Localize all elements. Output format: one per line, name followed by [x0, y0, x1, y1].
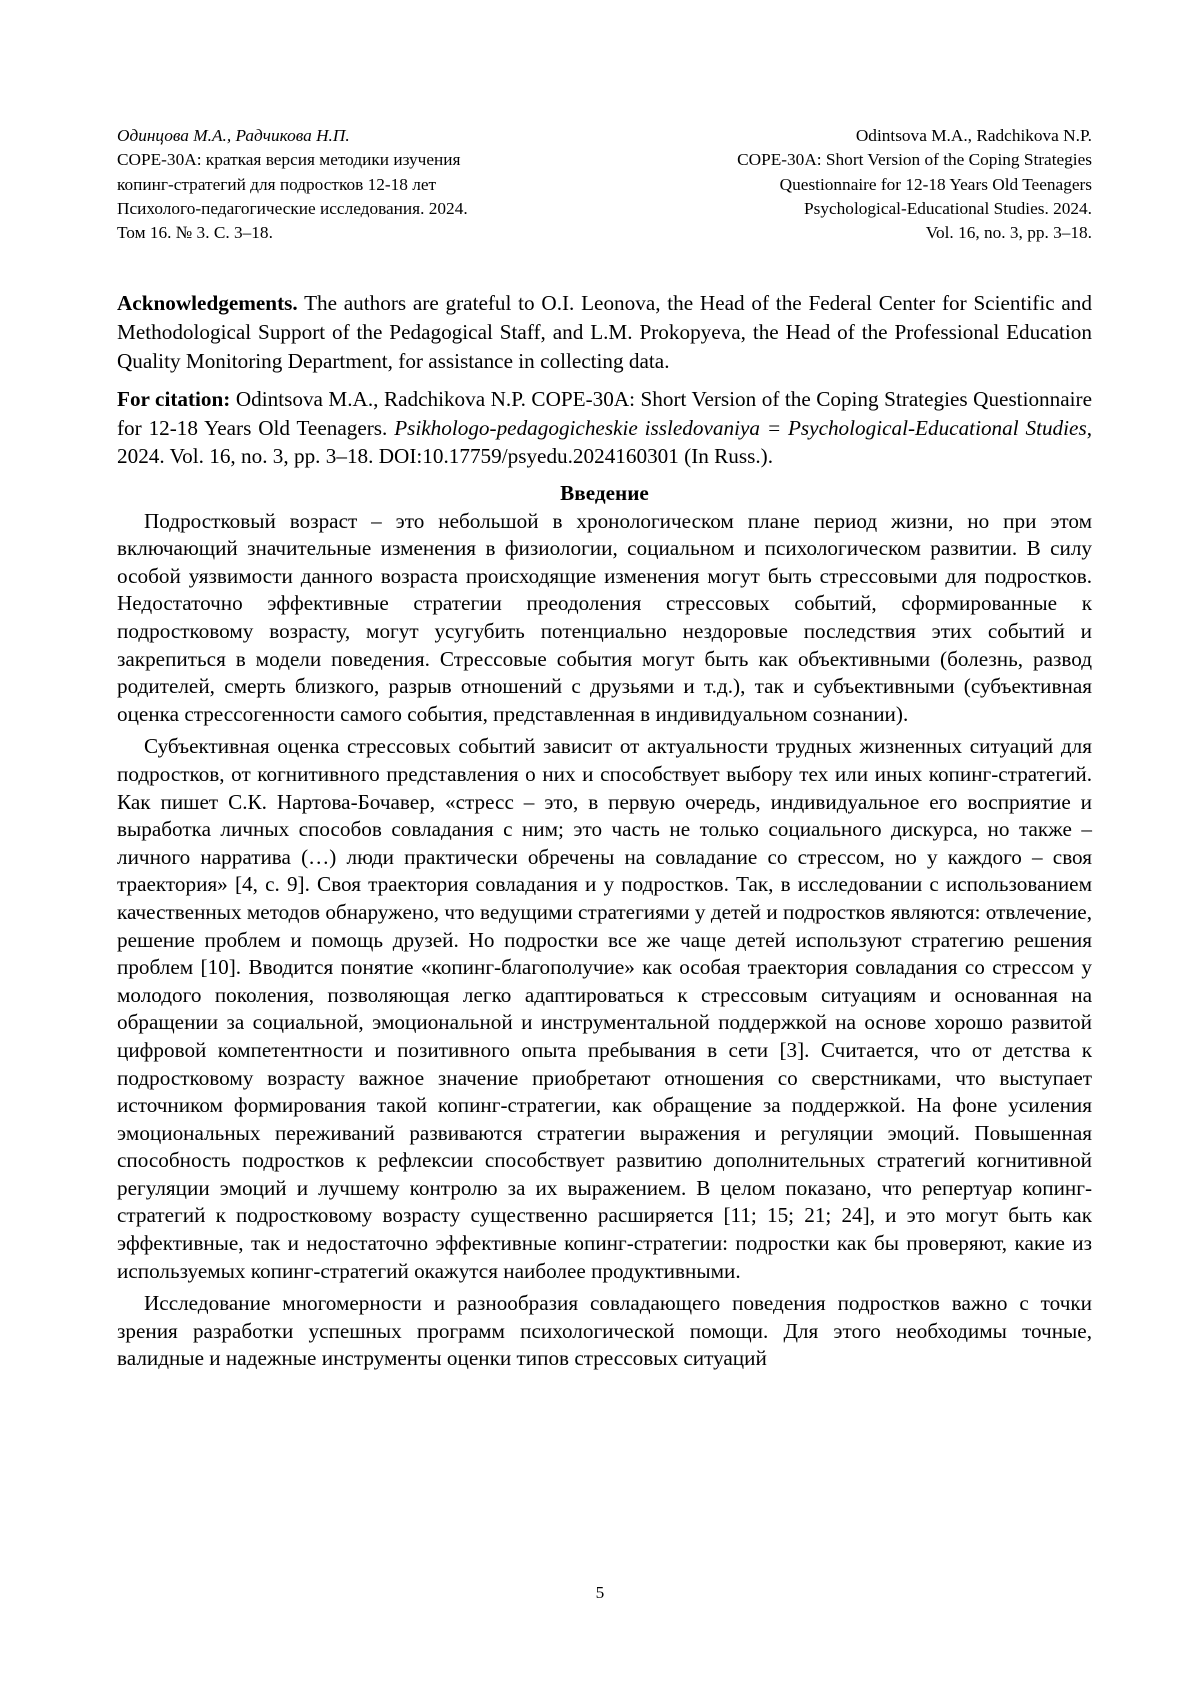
citation-text-2: , 2024. Vol. 16, no. 3, pp. 3–18. DOI:10.17759/psyedu.2024160301 (In Russ.). [117, 415, 1092, 469]
header-journal-ru: Психолого-педагогические исследования. 2024. [117, 198, 468, 218]
body-paragraph-1: Подростковый возраст – это небольшой в хронологическом плане период жизни, но при этом включающий значительные изменения в физиологии, социальном и психологическом развитии. В силу особой уязвимости данного возраста происходящие изменения могут быть стрессовыми для подростков. Недостаточно эффективные стратегии преодоления стрессовых событий, сформированные к подростковому возрасту, могут усугубить потенциально нездоровые последствия этих событий и закрепиться в модели поведения. Стрессовые события могут быть как объективными (болезнь, развод родителей, смерть близкого, разрыв отношений с друзьями и т.д.), так и субъективными (субъективная оценка стрессогенности самого события, представленная в индивидуальном сознании). [117, 508, 1092, 726]
running-header [117, 124, 1092, 245]
acknowledgements-label: Acknowledgements. [117, 291, 298, 316]
citation-text-1: Odintsova M.A., Radchikova N.P. COPE-30A: Short Version of the Coping Strategies Questionnaire for 12-18 Years Old Teenagers. [117, 387, 1092, 440]
header-authors-en: Odintsova M.A., Radchikova N.P. [855, 126, 1092, 145]
header-title-en-line2: Questionnaire for 12-18 Years Old Teenagers [779, 174, 1092, 194]
section-heading: Введение [560, 481, 649, 506]
body-paragraph-2: Субъективная оценка стрессовых событий зависит от актуальности трудных жизненных ситуаций для подростков, от когнитивного представления о них и способствует выбору тех или иных копинг-стратегий. Как пишет С.К. Нартова-Бочавер, «стресс – это, в первую очередь, индивидуальное его восприятие и выработка личных способов совладания с ним; это часть не только социального дискурса, но также – личного нарратива (…) люди практически обречены на совладание со стрессом, но у каждого – своя траектория» [4, с. 9]. Своя траектория совладания и у подростков. Так, в исследовании с использованием качественных методов обнаружено, что ведущими стратегиями у детей и подростков являются: отвлечение, решение проблем и помощь друзей. Но подростки все же чаще детей используют стратегию решения проблем [10]. Вводится понятие «копинг-благополучие» как особая траектория совладания со стрессом у молодого поколения, позволяющая легко адаптироваться к стрессовым ситуациям и основанная на обращении за социальной, эмоциональной и инструментальной поддержкой на основе хорошо развитой цифровой компетентности и позитивного опыта пребывания в сети [3]. Считается, что от детства к подростковому возрасту важное значение приобретают отношения со сверстниками, что выступает источником формирования такой копинг-стратегии, как обращение за поддержкой. На фоне усиления эмоциональных переживаний развиваются стратегии выражения и регуляции эмоций. Повышенная способность подростков к рефлексии способствует развитию дополнительных стратегий когнитивной регуляции эмоций и лучшему контролю за их выражением. В целом показано, что репертуар копинг-стратегий к подростковому возрасту существенно расширяется [11; 15; 21; 24], и это могут быть как эффективные, так и недостаточно эффективные копинг-стратегии: подростки как бы проверяют, какие из используемых копинг-стратегий окажутся наиболее продуктивными. [117, 734, 1092, 1283]
acknowledgements-text: The authors are grateful to O.I. Leonova, the Head of the Federal Center for Scientific and Methodological Support of the Pedagogical Staff, and L.M. Prokopyeva, the Head of the Professional Education Quality Monitoring Department, for assistance in collecting data. [117, 291, 1092, 373]
body-paragraph-3: Исследование многомерности и разнообразия совладающего поведения подростков важно с точки зрения разработки успешных программ психологической помощи. Для этого необходимы точные, валидные и надежные инструменты оценки типов стрессовых ситуаций [117, 1291, 1092, 1371]
header-right-english [737, 124, 1092, 245]
header-volume-ru: Том 16. № 3. С. 3–18. [117, 223, 273, 243]
page-number: 5 [595, 1583, 605, 1602]
header-volume-en: Vol. 16, no. 3, pp. 3–18. [925, 223, 1092, 243]
header-journal-en: Psychological-Educational Studies. 2024. [804, 198, 1092, 218]
page [117, 124, 1092, 1373]
header-title-ru-line1: COPE-30A: краткая версия методики изучения [117, 150, 461, 170]
header-left-russian [117, 124, 468, 245]
header-authors-ru: Одинцова М.А., Радчикова Н.П. [117, 126, 350, 145]
header-title-en-line1: COPE-30A: Short Version of the Coping Strategies [737, 150, 1092, 170]
citation [117, 385, 1092, 471]
header-title-ru-line2: копинг-стратегий для подростков 12-18 лет [117, 174, 437, 194]
citation-journal: Psikhologo-pedagogicheskie issledovaniya = Psychological-Educational Studies [394, 415, 1087, 440]
citation-label: For citation: [117, 387, 231, 412]
acknowledgements [117, 289, 1092, 375]
